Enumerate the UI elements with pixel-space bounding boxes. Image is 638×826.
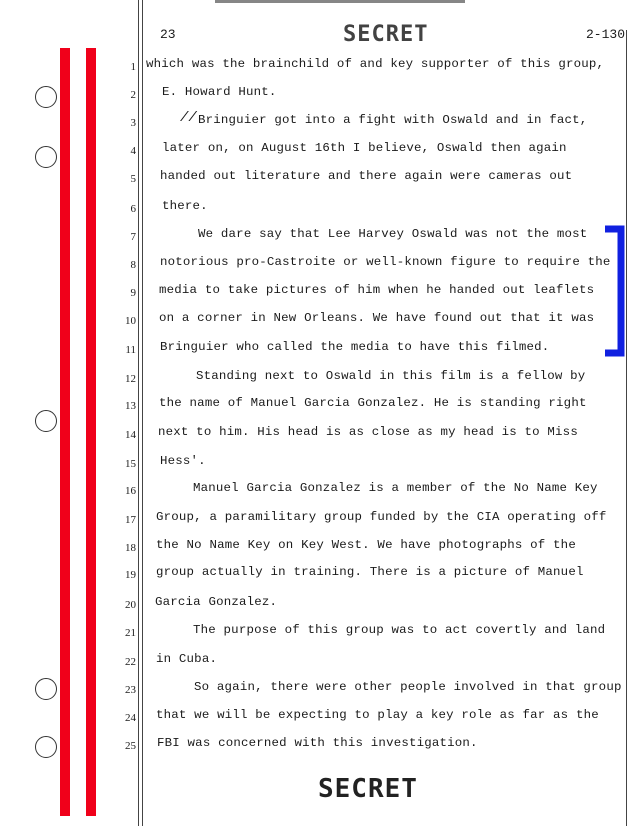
line-number: 23 [125,684,136,696]
document-number: 2-130 [586,27,626,42]
line-number: 1 [130,61,136,73]
secret-stamp-top: SECRET [343,22,429,47]
transcript-line: later on, on August 16th I believe, Oswald then again [162,141,567,155]
transcript-line: handed out literature and there again were cameras out [160,169,573,183]
line-number: 2 [130,89,136,101]
transcript-line: Manuel Garcia Gonzalez is a member of the No Name Key [193,481,598,495]
transcript-line: Bringuier who called the media to have this filmed. [160,340,550,354]
transcript-line: FBI was concerned with this investigation. [157,736,478,750]
transcript-line: So again, there were other people involved in that group [194,680,622,694]
transcript-line: Standing next to Oswald in this film is a fellow by [196,369,586,383]
handwritten-mark: // [180,110,197,126]
transcript-line: next to him. His head is as close as my head is to Miss [158,425,578,439]
line-number: 3 [130,117,136,129]
line-number: 16 [125,485,136,497]
line-number: 4 [130,145,136,157]
transcript-line: media to take pictures of him when he handed out leaflets [159,283,595,297]
margin-rule [138,0,139,826]
line-number: 10 [125,315,136,327]
binder-hole [35,146,57,168]
line-number: 14 [125,429,136,441]
binder-hole [35,86,57,108]
transcript-line: that we will be expecting to play a key role as far as the [156,708,599,722]
margin-rule [142,0,143,826]
top-redaction-line [215,0,465,11]
transcript-line: the No Name Key on Key West. We have photographs of the [156,538,576,552]
line-number: 24 [125,712,136,724]
line-number: 9 [130,287,136,299]
transcript-line: We dare say that Lee Harvey Oswald was not the most [198,227,588,241]
line-number: 21 [125,627,136,639]
line-number: 7 [130,231,136,243]
line-number: 25 [125,740,136,752]
transcript-line: E. Howard Hunt. [162,85,277,99]
transcript-line: Bringuier got into a fight with Oswald and in fact, [198,113,588,127]
line-number: 8 [130,259,136,271]
line-number: 6 [130,203,136,215]
line-number: 12 [125,373,136,385]
line-number: 17 [125,514,136,526]
line-number: 11 [125,344,136,356]
transcript-line: The purpose of this group was to act covertly and land [193,623,606,637]
line-number: 20 [125,599,136,611]
binder-hole [35,736,57,758]
transcript-line: there. [162,199,208,213]
secret-stamp-bottom: SECRET [318,774,418,804]
transcript-line: group actually in training. There is a picture of Manuel [156,565,584,579]
line-number: 5 [130,173,136,185]
transcript-line: Hess'. [160,454,206,468]
line-number: 22 [125,656,136,668]
line-number: 18 [125,542,136,554]
transcript-line: Group, a paramilitary group funded by the CIA operating off [156,510,607,524]
transcript-line: which was the brainchild of and key supporter of this group, [146,57,605,71]
transcript-line: notorious pro-Castroite or well-known figure to require the [160,255,611,269]
line-number: 15 [125,458,136,470]
transcript-line: on a corner in New Orleans. We have found out that it was [159,311,595,325]
binder-hole [35,410,57,432]
red-strike-line [86,48,96,816]
right-margin-rule [626,30,627,826]
binder-hole [35,678,57,700]
line-number: 19 [125,569,136,581]
transcript-line: in Cuba. [156,652,218,666]
transcript-line: Garcia Gonzalez. [155,595,278,609]
red-strike-line [60,48,70,816]
blue-margin-bracket [601,225,625,357]
line-number: 13 [125,400,136,412]
page-number: 23 [160,27,176,42]
transcript-line: the name of Manuel Garcia Gonzalez. He is standing right [159,396,587,410]
